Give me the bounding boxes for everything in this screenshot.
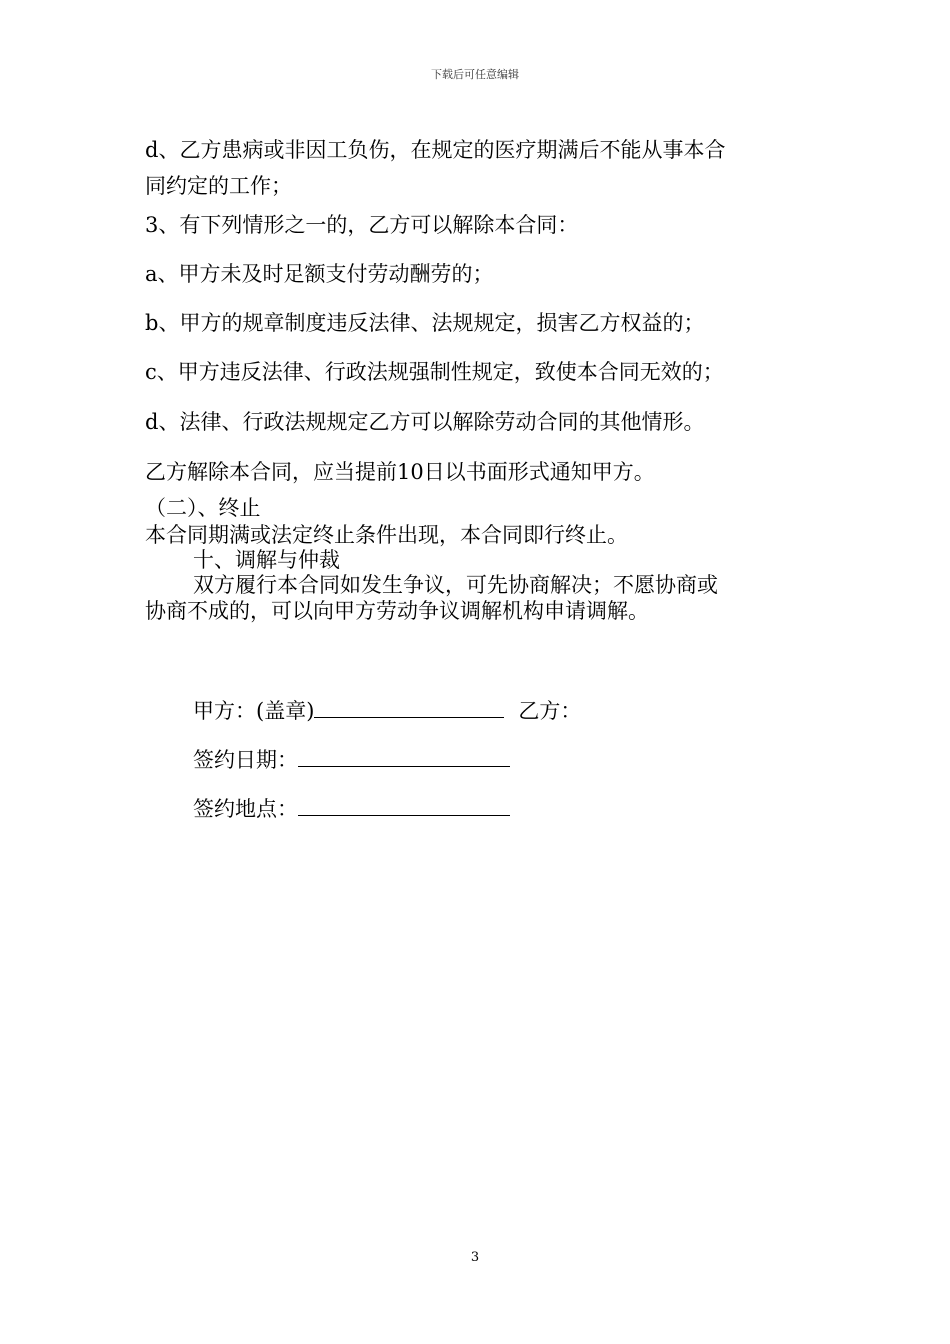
paragraph-line: 协商不成的，可以向甲方劳动争议调解机构申请调解。 [145,599,649,623]
party-a-signature-line [193,697,581,725]
page-header: 下载后可任意编辑 [431,68,519,81]
sign-date-field[interactable] [298,746,510,767]
section-heading: 十、调解与仲裁 [193,548,340,572]
party-b-label: 乙方： [518,699,582,723]
paragraph-line: 3、有下列情形之一的，乙方可以解除本合同： [145,213,579,237]
paragraph-line: d、法律、行政法规规定乙方可以解除劳动合同的其他情形。 [145,410,705,434]
page-number: 3 [470,1250,480,1265]
paragraph-line: b、甲方的规章制度违反法律、法规规定，损害乙方权益的； [145,311,705,335]
party-a-signature-field[interactable] [314,697,504,718]
sign-place-field[interactable] [298,795,510,816]
section-heading: （二）、终止 [145,496,261,520]
sign-place-line [193,795,510,823]
paragraph-line: c、甲方违反法律、行政法规强制性规定，致使本合同无效的； [145,360,724,384]
paragraph-line: d、乙方患病或非因工负伤，在规定的医疗期满后不能从事本合 [145,138,726,162]
sign-date-line [193,746,510,774]
paragraph-line: a、甲方未及时足额支付劳动酬劳的； [145,262,494,286]
paragraph-line: 乙方解除本合同，应当提前10日以书面形式通知甲方。 [145,460,655,484]
paragraph-line: 本合同期满或法定终止条件出现，本合同即行终止。 [145,523,628,547]
party-a-label: 甲方：(盖章) [193,699,315,723]
sign-date-label: 签约日期： [193,748,298,772]
sign-place-label: 签约地点： [193,797,298,821]
paragraph-line: 同约定的工作； [145,174,292,198]
paragraph-line: 双方履行本合同如发生争议，可先协商解决；不愿协商或 [193,573,718,597]
